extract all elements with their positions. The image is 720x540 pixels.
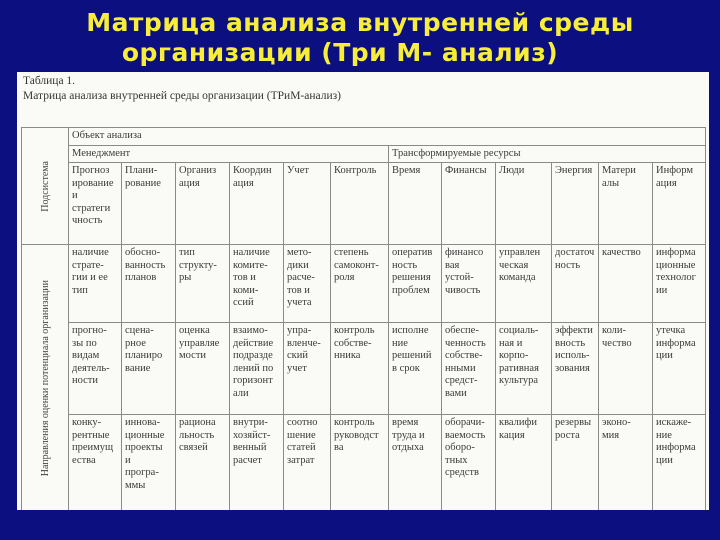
table-cell: управлен ческая команда xyxy=(496,245,552,323)
column-header: Координ ация xyxy=(230,163,284,245)
column-header: Люди xyxy=(496,163,552,245)
side-cell-directions xyxy=(22,245,69,511)
table-cell: обосно- ванность планов xyxy=(122,245,176,323)
table-cell: социаль- ная и корпо- ративная культура xyxy=(496,323,552,415)
table-cell: обеспе- ченность собстве- нными средст- вами xyxy=(442,323,496,415)
header-row-object xyxy=(22,128,706,146)
table-cell: финансо вая устой- чивость xyxy=(442,245,496,323)
side-label-subsystem: Подсистема xyxy=(39,160,51,212)
table-row xyxy=(22,415,706,511)
table-row xyxy=(22,323,706,415)
table-title: Матрица анализа внутренней среды организации (ТРиМ-анализ) xyxy=(23,90,341,102)
column-header: Время xyxy=(389,163,442,245)
table-cell: взаимо- действие подразде лений по горизонт али xyxy=(230,323,284,415)
table-cell: степень самоконт- роля xyxy=(331,245,389,323)
header-management: Менеджмент xyxy=(69,145,389,163)
slide-title-line-2: организации (Три М- анализ) xyxy=(121,38,559,67)
table-cell: наличие страте- гии и ее тип xyxy=(69,245,122,323)
table-cell: искаже- ние информа ции xyxy=(653,415,706,511)
table-row xyxy=(22,245,706,323)
column-header: Учет xyxy=(284,163,331,245)
column-header: Матери алы xyxy=(599,163,653,245)
column-header: Плани- рование xyxy=(122,163,176,245)
table-cell: эффекти вность исполь- зования xyxy=(552,323,599,415)
column-header: Информ ация xyxy=(653,163,706,245)
table-cell: оборачи- ваемость обоpo- тных средств xyxy=(442,415,496,511)
table-cell: упра- вленче- ский учет xyxy=(284,323,331,415)
table-cell: исполне ние решений в срок xyxy=(389,323,442,415)
header-resources: Трансформируемые ресурсы xyxy=(389,145,706,163)
table-cell: коли- чество xyxy=(599,323,653,415)
column-header: Контроль xyxy=(331,163,389,245)
table-cell: контроль собстве- нника xyxy=(331,323,389,415)
slide-title xyxy=(0,8,720,68)
table-cell: эконо- мия xyxy=(599,415,653,511)
table-cell: мето- дики расче- тов и учета xyxy=(284,245,331,323)
table-cell: квалифи кация xyxy=(496,415,552,511)
header-object: Объект анализа xyxy=(69,128,706,146)
table-cell: наличие комите- тов и коми- ссий xyxy=(230,245,284,323)
table-cell: рациона льность связей xyxy=(176,415,230,511)
table-cell: соотно шение статей затрат xyxy=(284,415,331,511)
header-row-columns xyxy=(22,163,706,245)
table-cell: конку- рентные преимущ ества xyxy=(69,415,122,511)
table-number: Таблица 1. xyxy=(23,75,76,87)
matrix-table-wrapper xyxy=(21,127,705,506)
column-header: Финансы xyxy=(442,163,496,245)
table-cell: прогно- зы по видам деятель- ности xyxy=(69,323,122,415)
table-cell: утечка информа ции xyxy=(653,323,706,415)
table-cell: время труда и отдыха xyxy=(389,415,442,511)
column-header: Прогноз ирование и стратеги чность xyxy=(69,163,122,245)
table-cell: резервы роста xyxy=(552,415,599,511)
table-caption xyxy=(23,74,341,104)
table-cell: контроль руководст ва xyxy=(331,415,389,511)
side-label-directions: Направления оценки потенциала организации xyxy=(39,280,51,477)
column-header: Энергия xyxy=(552,163,599,245)
table-cell: тип структу- ры xyxy=(176,245,230,323)
table-cell: информа ционные технолог ии xyxy=(653,245,706,323)
table-cell: оценка управляе мости xyxy=(176,323,230,415)
table-cell: сцена- рное планиро вание xyxy=(122,323,176,415)
table-cell: качество xyxy=(599,245,653,323)
table-cell: оператив ность решения проблем xyxy=(389,245,442,323)
header-row-groups xyxy=(22,145,706,163)
column-header: Организ ация xyxy=(176,163,230,245)
table-cell: внутри- хозяйст- венный расчет xyxy=(230,415,284,511)
table-cell: достаточ ность xyxy=(552,245,599,323)
slide-title-line-1: Матрица анализа внутренней среды xyxy=(86,8,634,37)
matrix-table xyxy=(21,127,706,510)
table-cell: иннова- ционные проекты и програ- ммы xyxy=(122,415,176,511)
scanned-table-image xyxy=(17,72,709,510)
side-cell-subsystem xyxy=(22,128,69,245)
